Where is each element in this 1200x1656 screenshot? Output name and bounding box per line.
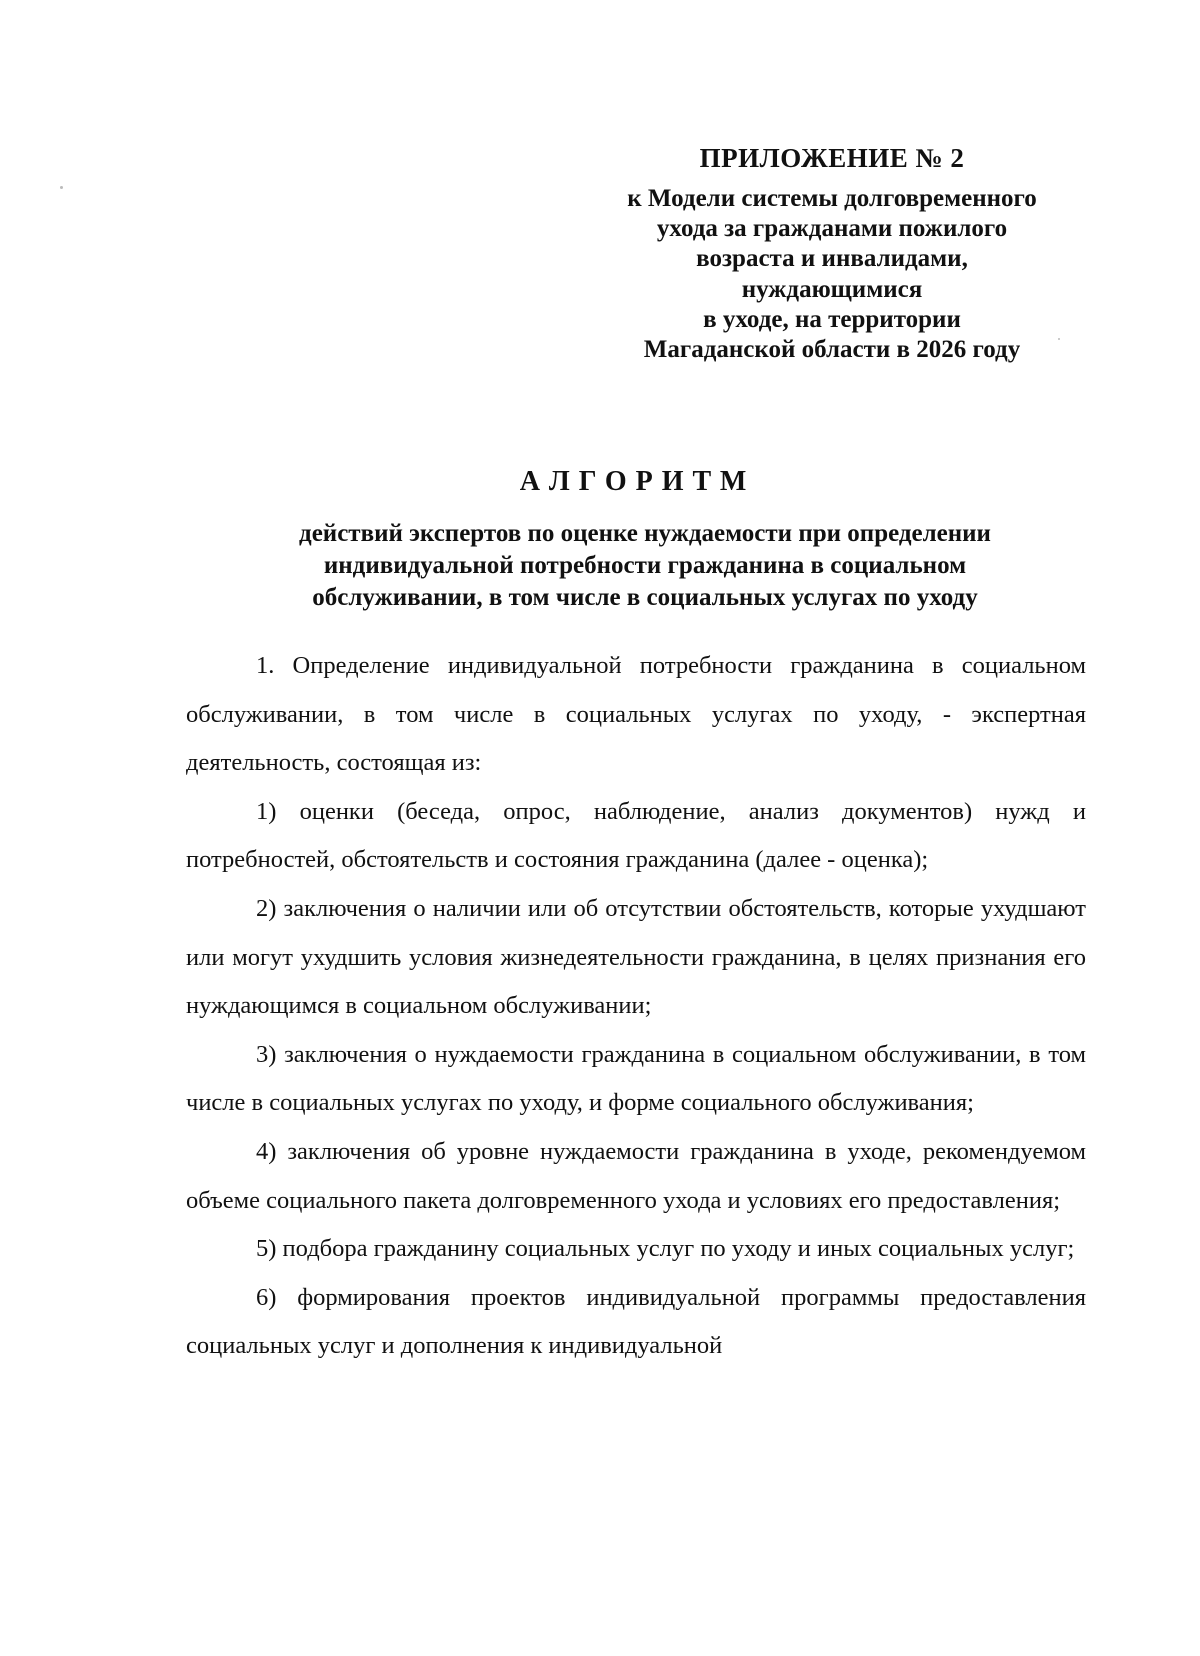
appendix-line: в уходе, на территории (703, 305, 961, 333)
subtitle-line: обслуживании, в том числе в социальных услугах по уходу (312, 584, 978, 611)
paragraph: 4) заключения об уровне нуждаемости гражданина в уходе, рекомендуемом объеме социального пакета долговременного ухода и условиях его предоставления; (186, 1137, 1086, 1214)
paragraph: 6) формирования проектов индивидуальной программы предоставления социальных услуг и дополнения к индивидуальной (186, 1283, 1086, 1360)
paragraph: 2) заключения о наличии или об отсутствии обстоятельств, которые ухудшают или могут ухудшить условия жизнедеятельности гражданина, в целях признания его нуждающимся в социальном обслуживании; (186, 894, 1086, 1020)
appendix-line: возраста и инвалидами, (696, 245, 968, 273)
paragraph: 3) заключения о нуждаемости гражданина в социальном обслуживании, в том числе в социальных услугах по уходу, и форме социального обслуживания; (186, 1040, 1086, 1117)
appendix-line: нуждающимися (741, 275, 923, 303)
paragraph: 1) оценки (беседа, опрос, наблюдение, анализ документов) нужд и потребностей, обстоятельств и состояния гражданина (далее - оценка); (186, 797, 1086, 874)
appendix-line: Магаданской области в 2026 году (643, 336, 1021, 364)
document-body (186, 642, 1086, 1371)
document-title: АЛГОРИТМ (519, 466, 756, 497)
appendix-line: ухода за гражданами пожилого (656, 215, 1008, 243)
scan-speck (60, 186, 63, 189)
document-subtitle (215, 518, 1075, 614)
paragraph: 5) подбора гражданину социальных услуг по уходу и иных социальных услуг; (256, 1235, 1075, 1263)
appendix-title: ПРИЛОЖЕНИЕ № 2 (699, 143, 965, 173)
paragraph: 1. Определение индивидуальной потребности гражданина в социальном обслуживании, в том числе в социальных услугах по уходу, - экспертная деятельность, состоящая из: (186, 652, 1086, 777)
subtitle-line: индивидуальной потребности гражданина в социальном (323, 552, 967, 579)
appendix-line: к Модели системы долговременного (627, 185, 1037, 212)
subtitle-line: действий экспертов по оценке нуждаемости при определении (299, 520, 991, 547)
appendix-block (592, 140, 1072, 365)
